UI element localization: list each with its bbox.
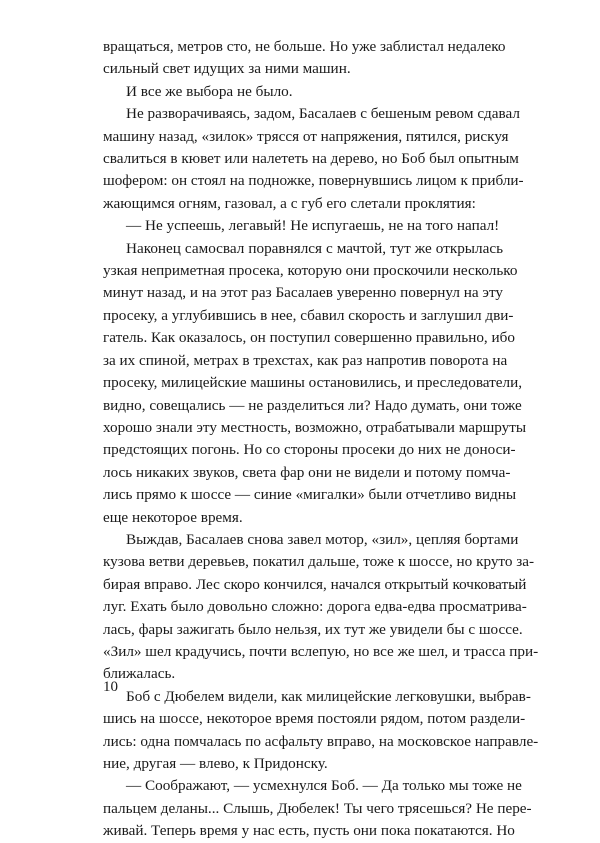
text-line: луг. Ехать было довольно сложно: дорога едва-едва просматрива-: [103, 598, 527, 616]
text-line: предстоящих погонь. Но со стороны просеки до них не доноси-: [103, 441, 516, 459]
text-line: лись: одна помчалась по асфальту вправо, на московское направле-: [103, 732, 539, 750]
page-body: [103, 36, 539, 843]
text-line: лась, фары зажигать было нельзя, их тут же увидели бы с шоссе.: [103, 620, 523, 638]
text-line: вращаться, метров сто, не больше. Но уже заблистал недалеко: [103, 38, 506, 55]
paragraph: [103, 81, 503, 103]
text-line: еще некоторое время.: [103, 508, 243, 526]
text-line: лось никаких звуков, света фар они не видели и потому помча-: [103, 463, 511, 481]
text-line: за их спиной, метрах в трехстах, как раз напротив поворота на: [103, 351, 508, 369]
text-line: просеку, а углубившись в нее, сбавил скорость и заглушил дви-: [103, 306, 514, 324]
text-line: Боб с Дюбелем видели, как милицейские легковушки, выбрав-: [126, 687, 531, 705]
page-number: 10: [103, 679, 118, 695]
text-line: хорошо знали эту местность, возможно, отрабатывали маршруты: [103, 418, 527, 436]
text-line: Не разворачиваясь, задом, Басалаев с бешеным ревом сдавал: [126, 105, 520, 123]
text-line: узкая неприметная просека, которую они проскочили несколько: [103, 262, 518, 280]
text-line: видно, совещались — не разделиться ли? Надо думать, они тоже: [103, 396, 522, 414]
text-line: живай. Теперь время у нас есть, пусть они пока покатаются. Но: [103, 822, 515, 840]
text-line: жающимся огням, газовал, а с губ его слетали проклятия:: [103, 194, 476, 212]
text-line: машину назад, «зилок» трясся от напряжения, пятился, рискуя: [103, 127, 509, 145]
text-line: свалиться в кювет или налететь на дерево, но Боб был опытным: [103, 150, 519, 168]
text-line: «Зил» шел крадучись, почти вслепую, но все же шел, и трасса при-: [103, 642, 539, 660]
text-line: сильный свет идущих за ними машин.: [103, 60, 351, 78]
paragraph: [103, 36, 506, 81]
text-line: Наконец самосвал поравнялся с мачтой, тут же открылась: [126, 239, 503, 257]
text-line: — Соображают, — усмехнулся Боб. — Да только мы тоже не: [126, 777, 522, 795]
text-line: гатель. Как оказалось, он поступил совершенно правильно, ибо: [103, 329, 515, 347]
paragraph: [103, 529, 539, 686]
text-line: лись прямо к шоссе — синие «мигалки» были отчетливо видны: [103, 486, 517, 504]
paragraph: [103, 775, 532, 842]
text-line: И все же выбора не было.: [126, 82, 293, 100]
text-line: шофером: он стоял на подножке, повернувшись лицом к прибли-: [103, 172, 524, 190]
paragraph: [103, 103, 524, 215]
text-line: бирая вправо. Лес скоро кончился, начался открытый кочковатый: [103, 575, 527, 593]
text-line: кузова ветви деревьев, покатил дальше, тоже к шоссе, но круто за-: [103, 553, 535, 571]
text-line: — Не успеешь, легавый! Не испугаешь, не на того напал!: [126, 217, 500, 235]
text-line: ние, другая — влево, к Придонску.: [103, 755, 328, 772]
text-line: Выждав, Басалаев снова завел мотор, «зил», цепляя бортами: [126, 530, 519, 548]
paragraph: [103, 686, 539, 776]
text-line: пальцем деланы... Слышь, Дюбелек! Ты чего трясешься? Не пере-: [103, 799, 532, 817]
paragraph: [103, 238, 527, 529]
paragraph: [103, 215, 503, 237]
text-line: шись на шоссе, некоторое время постояли рядом, потом раздели-: [103, 710, 526, 728]
text-line: минут назад, и на этот раз Басалаев уверенно повернул на эту: [103, 284, 503, 302]
text-line: ближалась.: [103, 665, 176, 683]
text-flow: [103, 36, 539, 843]
text-line: просеку, милицейские машины остановились, и преследователи,: [103, 374, 523, 392]
